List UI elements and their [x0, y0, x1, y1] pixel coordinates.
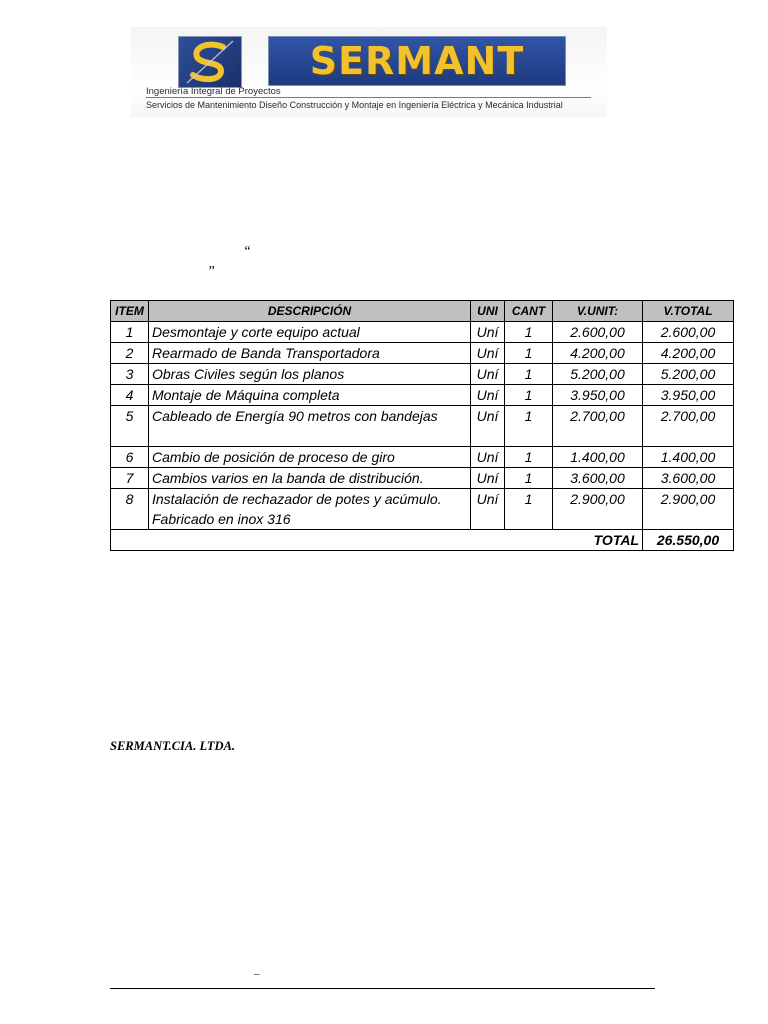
- company-signature: SERMANT.CIA. LTDA.: [110, 739, 236, 753]
- cell-unit: Uní: [471, 343, 505, 364]
- logo-s-icon: [179, 37, 241, 87]
- cell-unit-price: 3.600,00: [553, 468, 643, 489]
- cell-item: 1: [111, 322, 149, 343]
- table-row: [111, 322, 734, 343]
- table-row: [111, 385, 734, 406]
- cell-total-price: 2.600,00: [643, 322, 734, 343]
- letterhead: [131, 27, 607, 117]
- cell-quantity: 1: [505, 385, 553, 406]
- cell-quantity: 1: [505, 364, 553, 385]
- tagline-secondary: Servicios de Mantenimiento Diseño Construcción y Montaje en Ingeniería Eléctrica y Mecánica Industrial: [146, 100, 563, 110]
- table-row: [111, 406, 734, 447]
- cell-item: 7: [111, 468, 149, 489]
- cell-total-price: 3.600,00: [643, 468, 734, 489]
- cell-unit-price: 1.400,00: [553, 447, 643, 468]
- header-item: ITEM: [111, 301, 149, 322]
- header-quantity: CANT: [505, 301, 553, 322]
- cell-quantity: 1: [505, 447, 553, 468]
- brand-banner: [268, 36, 566, 86]
- cell-item: 5: [111, 406, 149, 447]
- cell-unit-price: 2.700,00: [553, 406, 643, 447]
- cell-unit-price: 5.200,00: [553, 364, 643, 385]
- cell-description: Cambios varios en la banda de distribución.: [149, 468, 471, 489]
- cell-unit: Uní: [471, 489, 505, 530]
- cell-total-price: 3.950,00: [643, 385, 734, 406]
- cell-total-price: 2.700,00: [643, 406, 734, 447]
- tagline-primary: Ingeniería Integral de Proyectos: [146, 86, 281, 97]
- cell-description: Cambio de posición de proceso de giro: [149, 447, 471, 468]
- company-logo: [178, 36, 242, 88]
- cell-unit: Uní: [471, 385, 505, 406]
- header-unit: UNI: [471, 301, 505, 322]
- cell-unit-price: 4.200,00: [553, 343, 643, 364]
- table-header-row: [111, 301, 734, 322]
- cell-quantity: 1: [505, 468, 553, 489]
- cell-item: 3: [111, 364, 149, 385]
- header-total-price: V.TOTAL: [643, 301, 734, 322]
- table-row: [111, 489, 734, 530]
- cell-quantity: 1: [505, 343, 553, 364]
- cell-unit-price: 2.900,00: [553, 489, 643, 530]
- cell-description: Instalación de rechazador de potes y acúmulo. Fabricado en inox 316: [149, 489, 471, 530]
- cell-unit: Uní: [471, 468, 505, 489]
- table-row: [111, 364, 734, 385]
- tagline-divider: [146, 97, 591, 98]
- cell-total-price: 2.900,00: [643, 489, 734, 530]
- table-row: [111, 468, 734, 489]
- opening-quote: “: [243, 244, 251, 259]
- cell-unit: Uní: [471, 322, 505, 343]
- cell-description: Montaje de Máquina completa: [149, 385, 471, 406]
- cell-description: Obras Civiles según los planos: [149, 364, 471, 385]
- signature-dash: –: [254, 968, 260, 980]
- table-row: [111, 447, 734, 468]
- cell-unit: Uní: [471, 447, 505, 468]
- header-unit-price: V.UNIT:: [553, 301, 643, 322]
- total-label: TOTAL: [111, 530, 643, 551]
- cell-unit-price: 3.950,00: [553, 385, 643, 406]
- brand-name: SERMANT: [309, 39, 525, 83]
- cell-item: 2: [111, 343, 149, 364]
- cell-quantity: 1: [505, 406, 553, 447]
- cell-unit: Uní: [471, 364, 505, 385]
- cell-total-price: 5.200,00: [643, 364, 734, 385]
- cell-item: 8: [111, 489, 149, 530]
- cell-total-price: 1.400,00: [643, 447, 734, 468]
- cell-unit-price: 2.600,00: [553, 322, 643, 343]
- quotation-table: [110, 300, 734, 551]
- total-value: 26.550,00: [643, 530, 734, 551]
- header-description: DESCRIPCIÓN: [149, 301, 471, 322]
- table-row: [111, 343, 734, 364]
- footer-divider: [110, 988, 655, 989]
- closing-quote: ”: [207, 264, 215, 279]
- cell-unit: Uní: [471, 406, 505, 447]
- cell-total-price: 4.200,00: [643, 343, 734, 364]
- cell-description: Rearmado de Banda Transportadora: [149, 343, 471, 364]
- cell-item: 4: [111, 385, 149, 406]
- cell-description: Desmontaje y corte equipo actual: [149, 322, 471, 343]
- cell-quantity: 1: [505, 489, 553, 530]
- cell-item: 6: [111, 447, 149, 468]
- cell-quantity: 1: [505, 322, 553, 343]
- table-total-row: [111, 530, 734, 551]
- cell-description: Cableado de Energía 90 metros con bandejas: [149, 406, 471, 447]
